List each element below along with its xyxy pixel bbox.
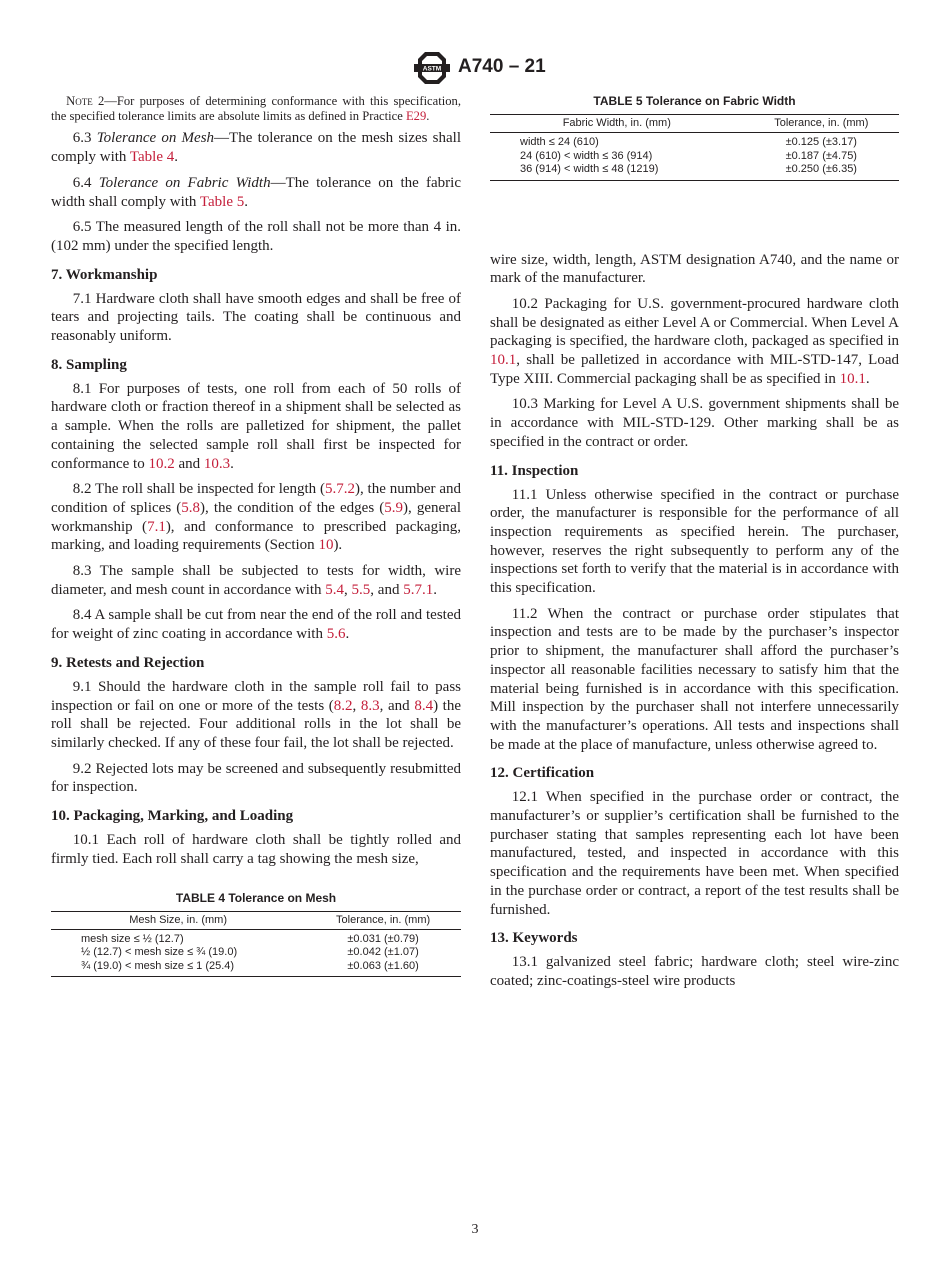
section-7-heading: 7. Workmanship <box>51 266 158 283</box>
table-cell: ±0.031 (±0.79) <box>347 932 419 945</box>
table-4 <box>51 891 461 978</box>
table-cell: ±0.042 (±1.07) <box>347 946 419 958</box>
table-cell: 24 (610) < width ≤ 36 (914) <box>520 149 653 162</box>
paragraph-13-1: 13.1 galvanized steel fabric; hardware cloth; steel wire-zinc coated; zinc-coatings-steel wire products <box>490 954 899 989</box>
link-5-5[interactable]: 5.5 <box>351 581 371 598</box>
link-table-4[interactable]: Table 4 <box>129 149 175 166</box>
paragraph-8-4: 8.4 A sample shall be cut from near the end of the roll and tested for weight of zinc coating in accordance with 5.6. <box>51 607 461 643</box>
note-2: Note 2—For purposes of determining conformance with this specification, the specified tolerance limits are absolute limits as defined in Practice E29. <box>51 94 461 124</box>
table-5 <box>490 94 899 181</box>
paragraph-6-4: 6.4 Tolerance on Fabric Width—The tolerance on the fabric width shall comply with Table 5. <box>51 174 461 210</box>
link-5-8[interactable]: 5.8 <box>181 499 201 516</box>
paragraph-11-1: 11.1 Unless otherwise specified in the contract or purchase order, the manufacturer is responsible for the performance of all inspection requirements as specified herein. The purchaser, however, reserves the right subsequently to perform any of the inspections set forth to verify that the material is in accordance with this specification. <box>490 486 899 597</box>
link-5-4[interactable]: 5.4 <box>325 581 345 598</box>
paragraph-8-2: 8.2 The roll shall be inspected for length (5.7.2), the number and condition of splices (5.8), the condition of the edges (5.9), general workmanship (7.1), and conformance to prescribed packaging, marking, and loading requirements (Section 10). <box>51 481 462 554</box>
link-5-6[interactable]: 5.6 <box>326 626 346 643</box>
paragraph-10-3: 10.3 Marking for Level A U.S. government shipments shall be in accordance with MIL-STD-129. Other marking shall be as specified in the contract or order. <box>490 396 899 450</box>
table-5-grid <box>490 114 899 181</box>
section-11-heading: 11. Inspection <box>490 462 579 479</box>
page-number: 3 <box>471 1222 479 1237</box>
table-header-cell: Mesh Size, in. (mm) <box>51 911 305 929</box>
right-column <box>490 94 899 998</box>
table-5-title: TABLE 5 Tolerance on Fabric Width <box>593 94 796 108</box>
table-header-row <box>490 115 899 133</box>
link-8-2[interactable]: 8.2 <box>333 697 353 714</box>
table-row <box>51 946 461 960</box>
section-10-heading: 10. Packaging, Marking, and Loading <box>51 808 294 825</box>
link-10-2[interactable]: 10.2 <box>148 455 175 472</box>
paragraph-6-3: 6.3 Tolerance on Mesh—The tolerance on the mesh sizes shall comply with Table 4. <box>51 130 462 166</box>
table-cell: ¾ (19.0) < mesh size ≤ 1 (25.4) <box>51 960 305 977</box>
paragraph-11-2: 11.2 When the contract or purchase order stipulates that inspection and tests are to be made by the purchaser’s inspector prior to shipment, the manufacturer shall afford the purchaser’s inspector all reasonable facilities necessary to satisfy him that the material being furnished is in accordance with this specification. Mill inspection by the purchaser shall not interfere unnecessarily with the manufacturer’s operations. All tests and inspections shall be made at the place of manufacture, unless otherwise agreed to. <box>490 605 899 753</box>
note-label: Note 2 <box>66 94 105 108</box>
table-row <box>51 929 461 946</box>
paragraph-6-5: 6.5 The measured length of the roll shall not be more than 4 in. (102 mm) under the specified length. <box>51 219 461 254</box>
link-7-1[interactable]: 7.1 <box>147 518 166 535</box>
document-designation: A740 – 21 <box>458 56 546 77</box>
paragraph-12-1: 12.1 When specified in the purchase order or contract, the manufacturer’s or supplier’s certification shall be furnished to the purchaser stating that samples representing each lot have been manufactured, tested, and inspected in accordance with this specification and the requirements have been met. When specified in the purchase order or contract, a report of the test results shall be furnished. <box>490 789 899 918</box>
link-5-7-1[interactable]: 5.7.1 <box>403 581 434 598</box>
table-row <box>490 133 899 150</box>
table-row <box>490 163 899 180</box>
svg-text:ASTM: ASTM <box>422 65 442 73</box>
table-4-grid <box>51 911 461 978</box>
table-cell: ±0.063 (±1.60) <box>305 960 461 977</box>
table-row <box>51 960 461 977</box>
table-header-cell: Tolerance, in. (mm) <box>305 911 461 929</box>
paragraph-10-2: 10.2 Packaging for U.S. government-procured hardware cloth shall be designated as either Level A or Commercial. When Level A packaging is specified, the hardware cloth, packaged as specified in 10.1, shall be palletized in accordance with MIL-STD-147, Load Type XIII. Commercial packaging shall be as specified in 10.1. <box>490 295 899 387</box>
table-header-cell: Fabric Width, in. (mm) <box>490 115 744 133</box>
link-10-3[interactable]: 10.3 <box>203 455 231 472</box>
link-10-1[interactable]: 10.1 <box>490 352 517 369</box>
link-8-4[interactable]: 8.4 <box>414 697 434 714</box>
table-row <box>490 150 899 164</box>
link-table-5[interactable]: Table 5 <box>199 193 245 210</box>
link-section-10[interactable]: 10 <box>318 537 334 554</box>
table-cell: 36 (914) < width ≤ 48 (1219) <box>490 163 744 180</box>
link-8-3[interactable]: 8.3 <box>360 697 380 714</box>
table-cell: ½ (12.7) < mesh size ≤ ¾ (19.0) <box>81 946 238 958</box>
paragraph-8-3: 8.3 The sample shall be subjected to tests for width, wire diameter, and mesh count in accordance with 5.4, 5.5, and 5.7.1. <box>51 563 461 598</box>
table-cell: mesh size ≤ ½ (12.7) <box>81 932 184 945</box>
left-column <box>51 94 461 977</box>
section-12-heading: 12. Certification <box>490 765 595 782</box>
link-10-1[interactable]: 10.1 <box>839 370 866 387</box>
page-header <box>0 52 950 86</box>
astm-logo-icon <box>414 52 450 84</box>
section-13-heading: 13. Keywords <box>490 930 578 947</box>
table-cell: width ≤ 24 (610) <box>520 136 599 148</box>
paragraph-7-1: 7.1 Hardware cloth shall have smooth edges and shall be free of tears and projecting tails. The coating shall be continuous and reasonably uniform. <box>51 290 461 345</box>
paragraph-8-1: 8.1 For purposes of tests, one roll from each of 50 rolls of hardware cloth or fraction thereof in a shipment shall be selected as a sample. When the rolls are palletized for shipment, the pallet containing the selected sample roll shall first be inspected for conformance to 10.2 and 10.3. <box>51 380 461 472</box>
table-cell: ±0.187 (±4.75) <box>785 149 857 162</box>
table-header-cell: Tolerance, in. (mm) <box>744 115 899 133</box>
paragraph-9-2: 9.2 Rejected lots may be screened and subsequently resubmitted for inspection. <box>51 760 461 796</box>
link-e29[interactable]: E29 <box>405 109 427 124</box>
paragraph-10-1: 10.1 Each roll of hardware cloth shall be tightly rolled and firmly tied. Each roll shall carry a tag showing the mesh size, <box>51 832 461 867</box>
table-header-row <box>51 911 461 929</box>
paragraph-9-1: 9.1 Should the hardware cloth in the sample roll fail to pass inspection or fail on one or more of the tests (8.2, 8.3, and 8.4) the roll shall be rejected. Four additional rolls in the lot shall be similarly checked. If any of these four fail, the lot shall be rejected. <box>51 678 461 751</box>
table-cell: ±0.125 (±3.17) <box>785 136 857 148</box>
paragraph-10-1-continued: wire size, width, length, ASTM designation A740, and the name or mark of the manufacturer. <box>490 251 899 287</box>
table-cell: ±0.250 (±6.35) <box>744 163 899 180</box>
section-9-heading: 9. Retests and Rejection <box>51 654 205 671</box>
table-4-title: TABLE 4 Tolerance on Mesh <box>175 890 337 905</box>
link-5-7-2[interactable]: 5.7.2 <box>325 481 355 498</box>
link-5-9[interactable]: 5.9 <box>384 499 404 516</box>
section-8-heading: 8. Sampling <box>51 356 127 373</box>
